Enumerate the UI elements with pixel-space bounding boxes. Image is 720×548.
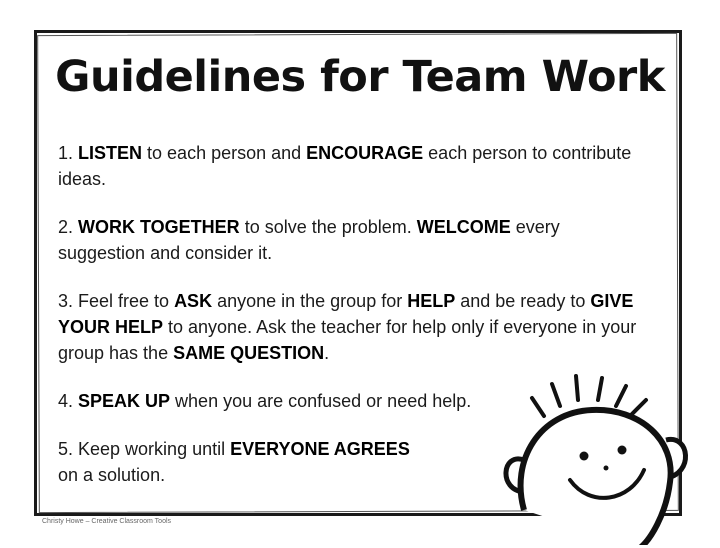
- emphasis-text: HELP: [407, 291, 456, 311]
- guideline-text: when you are confused or need help.: [170, 391, 472, 411]
- emphasis-text: LISTEN: [78, 143, 143, 163]
- guideline-text: 3. Feel free to: [58, 291, 175, 311]
- guideline-text: .: [324, 343, 330, 363]
- smiling-boy-face-icon: [480, 370, 695, 545]
- page-title: Guidelines for Team Work: [55, 52, 665, 102]
- guideline-text: on a solution.: [58, 465, 166, 485]
- emphasis-text: ENCOURAGE: [306, 143, 424, 163]
- guideline-text: to each person and: [142, 143, 307, 163]
- guideline-item-3: [58, 288, 648, 366]
- guideline-text: to solve the problem.: [239, 217, 417, 237]
- guideline-text: 5. Keep working until: [58, 439, 231, 459]
- emphasis-text: WELCOME: [416, 217, 511, 237]
- emphasis-text: ASK: [174, 291, 213, 311]
- emphasis-text: GIVE YOUR HELP: [58, 291, 634, 337]
- emphasis-text: WORK TOGETHER: [78, 217, 240, 237]
- guideline-item-1: [58, 140, 648, 192]
- guideline-text: 4.: [58, 391, 79, 411]
- guideline-text: anyone in the group for: [212, 291, 408, 311]
- guideline-text: each person to contribute ideas.: [58, 143, 632, 189]
- guideline-item-2: [58, 214, 648, 266]
- guideline-text: to anyone. Ask the teacher for help only if everyone in your group has the: [58, 317, 637, 363]
- guideline-text: 1.: [58, 143, 79, 163]
- guideline-text: and be ready to: [455, 291, 591, 311]
- guideline-text: every suggestion and consider it.: [58, 217, 560, 263]
- credit-text: Christy Howe – Creative Classroom Tools: [42, 518, 172, 525]
- emphasis-text: EVERYONE AGREES: [230, 439, 410, 459]
- guideline-text: 2.: [58, 217, 79, 237]
- emphasis-text: SPEAK UP: [78, 391, 171, 411]
- emphasis-text: SAME QUESTION: [173, 343, 325, 363]
